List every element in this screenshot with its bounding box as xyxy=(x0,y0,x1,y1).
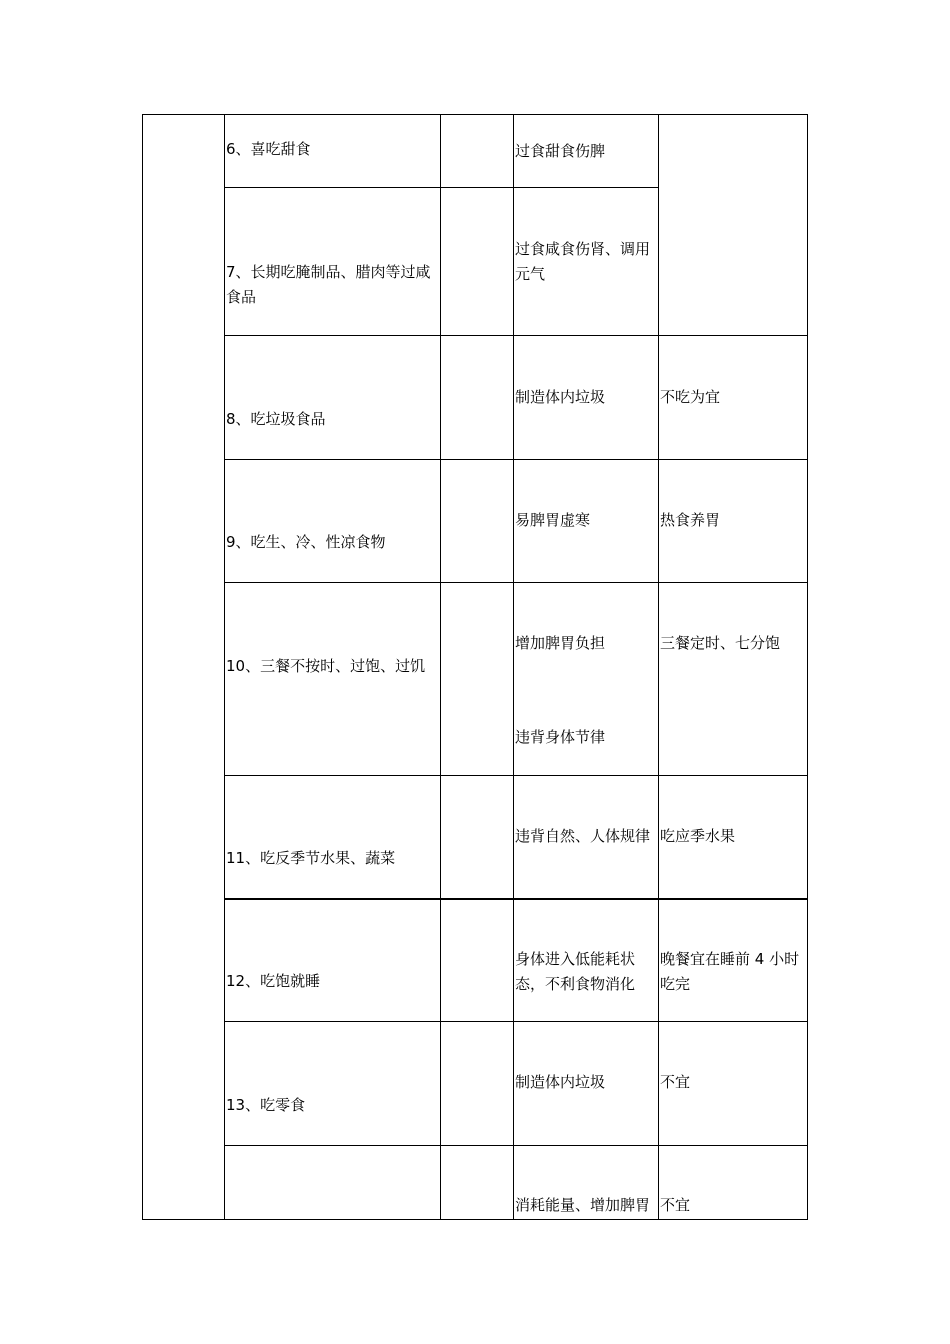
column-divider xyxy=(658,114,659,1220)
harm-cell: 过食咸食伤肾、调用元气 xyxy=(515,240,651,283)
harm-cell: 制造体内垃圾 xyxy=(515,1073,606,1091)
row-divider xyxy=(224,187,658,188)
habit-cell: 8、吃垃圾食品 xyxy=(226,410,326,428)
row-divider xyxy=(224,898,808,900)
row-divider xyxy=(224,1145,808,1146)
habit-cell: 6、喜吃甜食 xyxy=(226,140,311,158)
habit-cell: 10、三餐不按时、过饱、过饥 xyxy=(226,657,426,675)
harm-cell: 过食甜食伤脾 xyxy=(515,142,606,160)
harm-cell: 消耗能量、增加脾胃 xyxy=(515,1196,651,1214)
row-divider xyxy=(224,775,808,776)
harm-cell: 违背自然、人体规律 xyxy=(515,827,651,845)
advice-cell: 不吃为宜 xyxy=(660,388,721,406)
habit-cell: 7、长期吃腌制品、腊肉等过咸食品 xyxy=(226,263,431,306)
row-divider xyxy=(224,459,808,460)
habit-cell: 9、吃生、冷、性凉食物 xyxy=(226,533,386,551)
advice-cell: 吃应季水果 xyxy=(660,827,736,845)
habit-cell: 11、吃反季节水果、蔬菜 xyxy=(226,849,396,867)
advice-cell: 不宜 xyxy=(660,1073,691,1091)
row-divider xyxy=(224,582,808,583)
table-top-border xyxy=(142,114,808,115)
harm-cell-secondary: 违背身体节律 xyxy=(515,728,606,746)
column-divider xyxy=(440,114,441,1220)
table-bottom-border xyxy=(142,1219,808,1220)
table-left-border xyxy=(142,114,143,1220)
harm-cell: 身体进入低能耗状态，不利食物消化 xyxy=(515,950,636,993)
harm-cell: 增加脾胃负担 xyxy=(515,634,606,652)
harm-cell: 易脾胃虚寒 xyxy=(515,511,591,529)
advice-cell: 不宜 xyxy=(660,1196,691,1214)
harm-cell: 制造体内垃圾 xyxy=(515,388,606,406)
advice-cell: 热食养胃 xyxy=(660,511,721,529)
advice-cell: 三餐定时、七分饱 xyxy=(660,634,781,652)
column-divider xyxy=(224,114,225,1220)
habit-cell: 12、吃饱就睡 xyxy=(226,972,321,990)
row-divider xyxy=(224,1021,808,1022)
table-right-border xyxy=(807,114,808,1220)
column-divider xyxy=(513,114,514,1220)
advice-cell: 晚餐宜在睡前 4 小时吃完 xyxy=(660,950,800,993)
habit-cell: 13、吃零食 xyxy=(226,1096,306,1114)
row-divider xyxy=(224,335,808,336)
